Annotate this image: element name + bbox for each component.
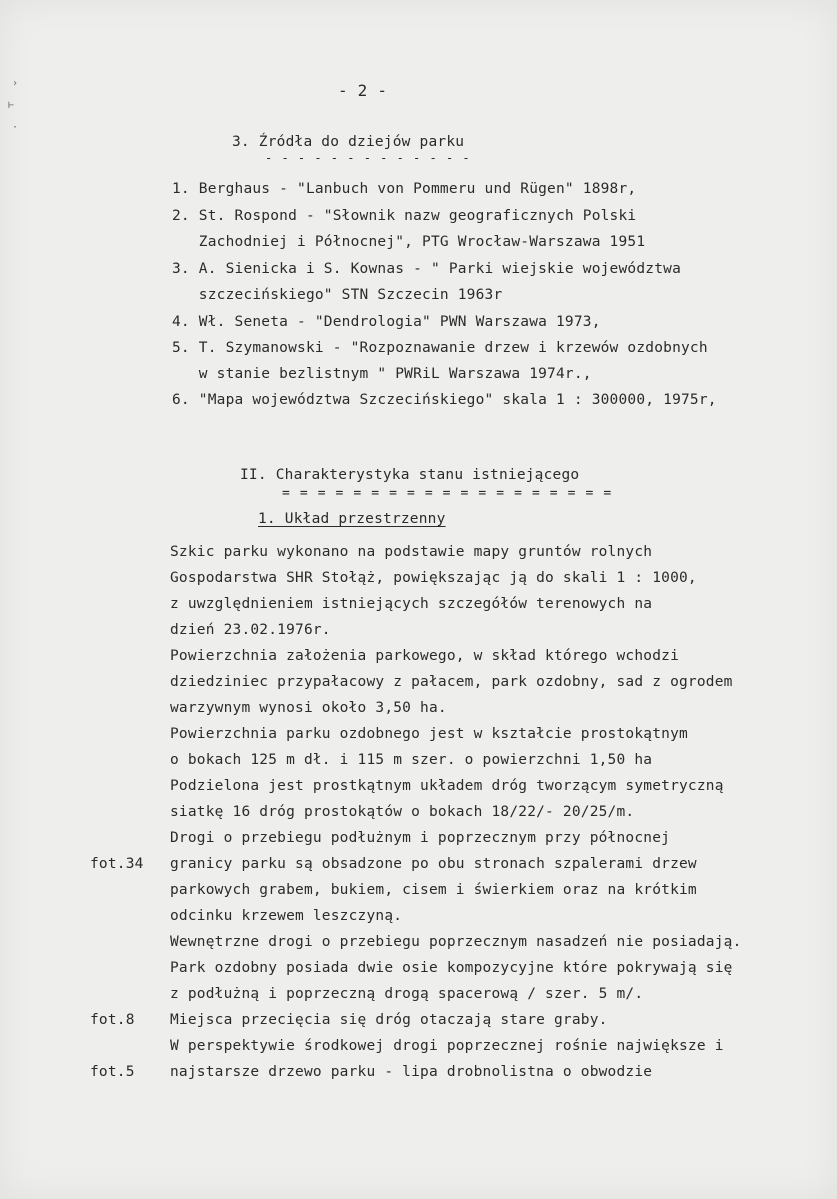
body-line: warzywnym wynosi około 3,50 ha. bbox=[170, 700, 447, 716]
body-line: Park ozdobny posiada dwie osie kompozycyjne które pokrywają się bbox=[170, 960, 733, 976]
source-line: 1. Berghaus - "Lanbuch von Pommeru und Rügen" 1898r, bbox=[172, 181, 637, 197]
body-line: Powierzchnia założenia parkowego, w skład którego wchodzi bbox=[170, 648, 679, 664]
body-line: odcinku krzewem leszczyną. bbox=[170, 908, 403, 924]
source-line: w stanie bezlistnym " PWRiL Warszawa 1974r., bbox=[172, 366, 592, 382]
body-line: Powierzchnia parku ozdobnego jest w kształcie prostokątnym bbox=[170, 726, 688, 742]
photo-reference: fot.5 bbox=[90, 1064, 135, 1080]
source-line: 5. T. Szymanowski - "Rozpoznawanie drzew i krzewów ozdobnych bbox=[172, 340, 708, 356]
body-line: dziedziniec przypałacowy z pałacem, park ozdobny, sad z ogrodem bbox=[170, 674, 733, 690]
source-line: 2. St. Rospond - "Słownik nazw geograficznych Polski bbox=[172, 208, 637, 224]
source-line: Zachodniej i Północnej", PTG Wrocław-Warszawa 1951 bbox=[172, 234, 646, 250]
section-title-characteristics: II. Charakterystyka stanu istniejącego bbox=[240, 467, 580, 483]
body-line: granicy parku są obsadzone po obu stronach szpalerami drzew bbox=[170, 856, 697, 872]
title-double-underline: = = = = = = = = = = = = = = = = = = = bbox=[282, 486, 613, 501]
photo-reference: fot.8 bbox=[90, 1012, 135, 1028]
photo-reference: fot.34 bbox=[90, 856, 144, 872]
scan-mark: ⊢ bbox=[8, 100, 15, 111]
section-title-sources: 3. Źródła do dziejów parku bbox=[232, 134, 465, 150]
source-line: 3. A. Sienicka i S. Kownas - " Parki wiejskie województwa bbox=[172, 261, 681, 277]
body-line: dzień 23.02.1976r. bbox=[170, 622, 331, 638]
body-line: Podzielona jest prostkątnym układem dróg tworzącym symetryczną bbox=[170, 778, 724, 794]
body-line: Gospodarstwa SHR Stołąż, powiększając ją do skali 1 : 1000, bbox=[170, 570, 697, 586]
body-line: Wewnętrzne drogi o przebiegu poprzecznym nasadzeń nie posiadają. bbox=[170, 934, 742, 950]
source-line: szczecińskiego" STN Szczecin 1963r bbox=[172, 287, 503, 303]
subsection-title-spatial-layout: 1. Układ przestrzenny bbox=[258, 511, 446, 527]
scan-mark: › bbox=[12, 78, 19, 89]
body-line: z podłużną i poprzeczną drogą spacerową / szer. 5 m/. bbox=[170, 986, 644, 1002]
body-line: parkowych grabem, bukiem, cisem i świerkiem oraz na krótkim bbox=[170, 882, 697, 898]
body-line: siatkę 16 dróg prostokątów o bokach 18/22/- 20/25/m. bbox=[170, 804, 635, 820]
body-line: o bokach 125 m dł. i 115 m szer. o powierzchni 1,50 ha bbox=[170, 752, 653, 768]
body-line: najstarsze drzewo parku - lipa drobnolistna o obwodzie bbox=[170, 1064, 653, 1080]
body-line: Miejsca przecięcia się dróg otaczają stare graby. bbox=[170, 1012, 608, 1028]
source-line: 6. "Mapa województwa Szczecińskiego" skala 1 : 300000, 1975r, bbox=[172, 392, 717, 408]
body-line: W perspektywie środkowej drogi poprzecznej rośnie największe i bbox=[170, 1038, 724, 1054]
body-line: Szkic parku wykonano na podstawie mapy gruntów rolnych bbox=[170, 544, 653, 560]
source-line: 4. Wł. Seneta - "Dendrologia" PWN Warszawa 1973, bbox=[172, 314, 601, 330]
page-number: - 2 - bbox=[338, 81, 388, 100]
scan-mark: · bbox=[12, 122, 19, 133]
body-line: z uwzględnieniem istniejących szczegółów terenowych na bbox=[170, 596, 653, 612]
title-underline: - - - - - - - - - - - - - bbox=[265, 151, 471, 165]
body-line: Drogi o przebiegu podłużnym i poprzecznym przy północnej bbox=[170, 830, 671, 846]
